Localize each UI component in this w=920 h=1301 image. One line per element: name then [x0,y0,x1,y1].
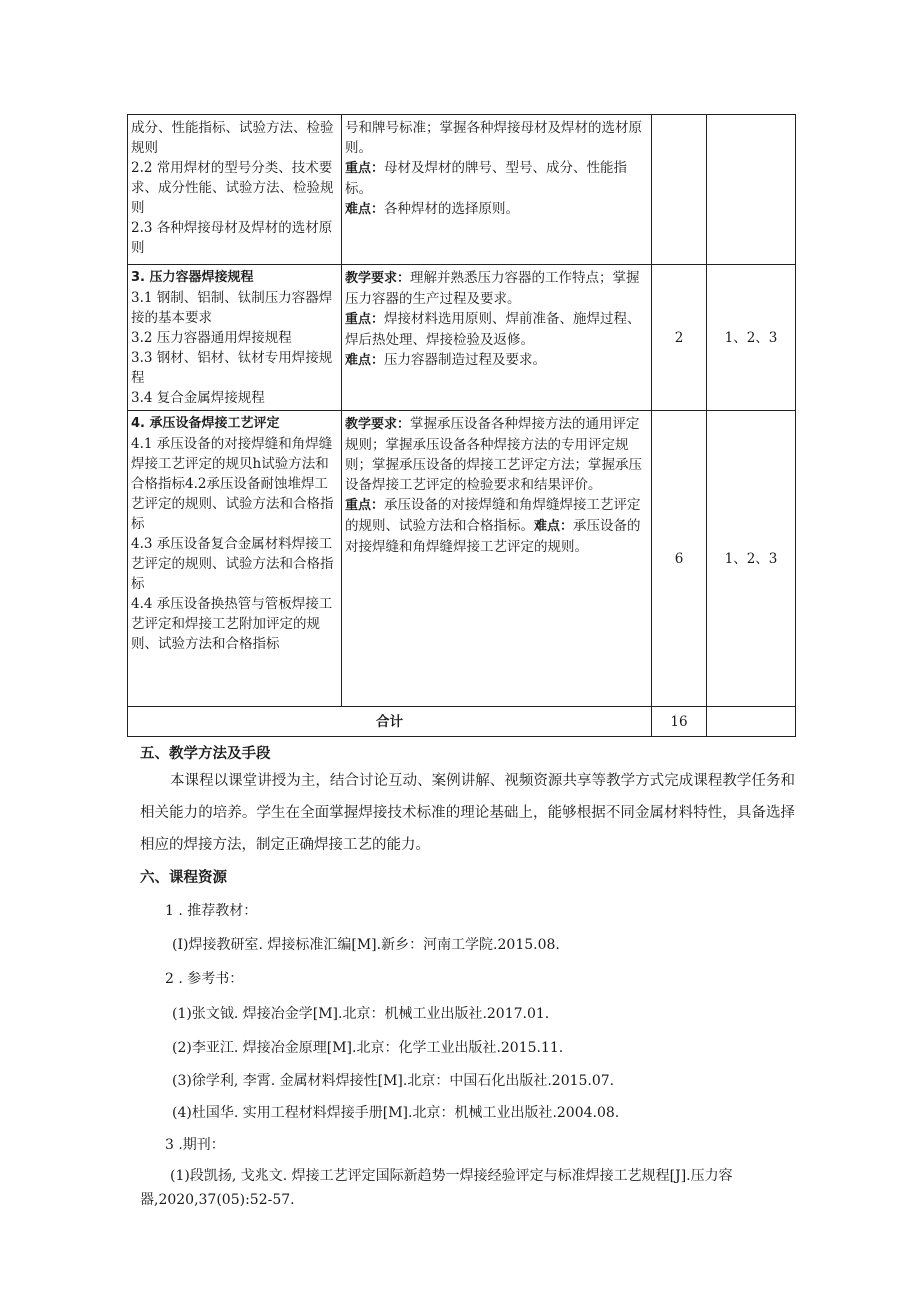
key-text: 焊接材料选用原则、焊前准备、施焊过程、焊后热处理、焊接检验及返修。 [345,311,641,348]
content-line: 成分、性能指标、试验方法、检验规则 [131,120,334,156]
reference-item: (2)李亚江. 焊接冶金原理[M].北京：化学工业出版社.2015.11. [172,1040,564,1056]
chapter-title: 3. 压力容器焊接规程 [131,270,254,285]
requirement-text: 理解并熟悉压力容器的工作特点；掌握压力容器的生产过程及要求。 [345,270,640,307]
targets-cell [707,115,796,265]
content-line: 3.1 钢制、铝制、钛制压力容器焊接的基本要求 [131,290,333,326]
total-label: 合计 [128,707,652,737]
reference-item: (4)杜国华. 实用工程材料焊接手册[M].北京：机械工业出版社.2004.08. [172,1105,620,1121]
subsection-title: 3 .期刊： [165,1137,225,1153]
requirement-cell [342,411,652,707]
hours-cell: 6 [652,411,707,707]
difficulty-label: 难点： [345,202,385,217]
content-line: 4.1 承压设备的对接焊缝和角焊缝焊接工艺评定的规贝h试验方法和合格指标4.2承压设备耐蚀堆焊工艺评定的规则、试验方法和合格指标 [131,436,334,532]
difficulty-label: 难点： [345,353,385,368]
table-row [128,265,796,411]
requirement-label: 教学要求： [345,417,411,432]
content-cell [128,411,342,707]
content-cell [128,115,342,265]
table-row [128,411,796,707]
key-label: 重点： [345,312,385,327]
difficulty-text: 各种焊材的选择原则。 [384,201,520,217]
table-row [128,115,796,265]
content-line: 3.4 复合金属焊接规程 [131,390,265,406]
content-line: 3.2 压力容器通用焊接规程 [131,330,292,346]
subsection-title: 1 . 推荐教材： [165,903,258,919]
reference-item: (3)徐学利, 李霄. 金属材料焊接性[M].北京：中国石化出版社.2015.07. [172,1073,615,1089]
content-line: 2.2 常用焊材的型号分类、技术要求、成分性能、试验方法、检验规则 [131,160,334,216]
total-targets [707,707,796,737]
total-hours: 16 [652,707,707,737]
difficulty-text: 承压设备的对接焊缝和角焊缝焊接工艺评定的规则。 [345,518,641,555]
requirement-cell [342,265,652,411]
content-line: 2.3 各种焊接母材及焊材的选材原则 [131,220,333,256]
reference-item: (1)段凯扬, 戈兆文. 焊接工艺评定国际新趋势一焊接经验评定与标准焊接工艺规程[J].压力容器,2020,37(05):52-57. [140,1168,733,1208]
section-title: 五、教学方法及手段 [140,746,271,762]
requirement-text: 掌握承压设备各种焊接方法的通用评定规则；掌握承压设备各种焊接方法的专用评定规则；掌握承压设备的焊接工艺评定方法；掌握承压设备焊接工艺评定的检验要求和结果评价。 [345,416,642,493]
chapter-title: 4. 承压设备焊接工艺评定 [131,416,280,431]
difficulty-text: 压力容器制造过程及要求。 [384,352,547,368]
hours-cell: 2 [652,265,707,411]
key-text: 母材及焊材的牌号、型号、成分、性能指标。 [345,160,628,197]
content-line: 4.4 承压设备换热管与管板焊接工艺评定和焊接工艺附加评定的规则、试验方法和合格指标 [131,596,333,652]
key-label: 重点： [345,498,385,513]
requirement-label: 教学要求： [345,271,411,286]
requirement-text: 号和牌号标准；掌握各种焊接母材及焊材的选材原则。 [345,120,642,156]
targets-cell: 1、2、3 [707,265,796,411]
section-title: 六、课程资源 [140,870,227,886]
content-line: 4.3 承压设备复合金属材料焊接工艺评定的规则、试验方法和合格指标 [131,536,334,592]
requirement-cell [342,115,652,265]
table-row [128,707,796,737]
hours-cell [652,115,707,265]
content-cell [128,265,342,411]
key-text: 承压设备的对接焊缝和角焊缝焊接工艺评定的规则、试验方法和合格指标。 [345,497,641,534]
key-label: 重点： [345,161,385,176]
reference-item: (1)张文钺. 焊接冶金学[M].北京：机械工业出版社.2017.01. [172,1006,550,1022]
reference-item: (I)焊接教研室. 焊接标准汇编[M].新乡：河南工学院.2015.08. [172,937,560,953]
teaching-method-paragraph: 本课程以课堂讲授为主，结合讨论互动、案例讲解、视频资源共享等教学方式完成课程教学任务和相关能力的培养。学生在全面掌握焊接技术标准的理论基础上，能够根据不同金属材料特性，具备选择相应的焊接方法，制定正确焊接工艺的能力。 [140,773,795,853]
subsection-title: 2 . 参考书： [165,971,244,987]
targets-cell: 1、2、3 [707,411,796,707]
content-line: 3.3 钢材、铝材、钛材专用焊接规程 [131,350,333,386]
difficulty-label: 难点： [534,519,574,534]
syllabus-table [127,114,796,737]
